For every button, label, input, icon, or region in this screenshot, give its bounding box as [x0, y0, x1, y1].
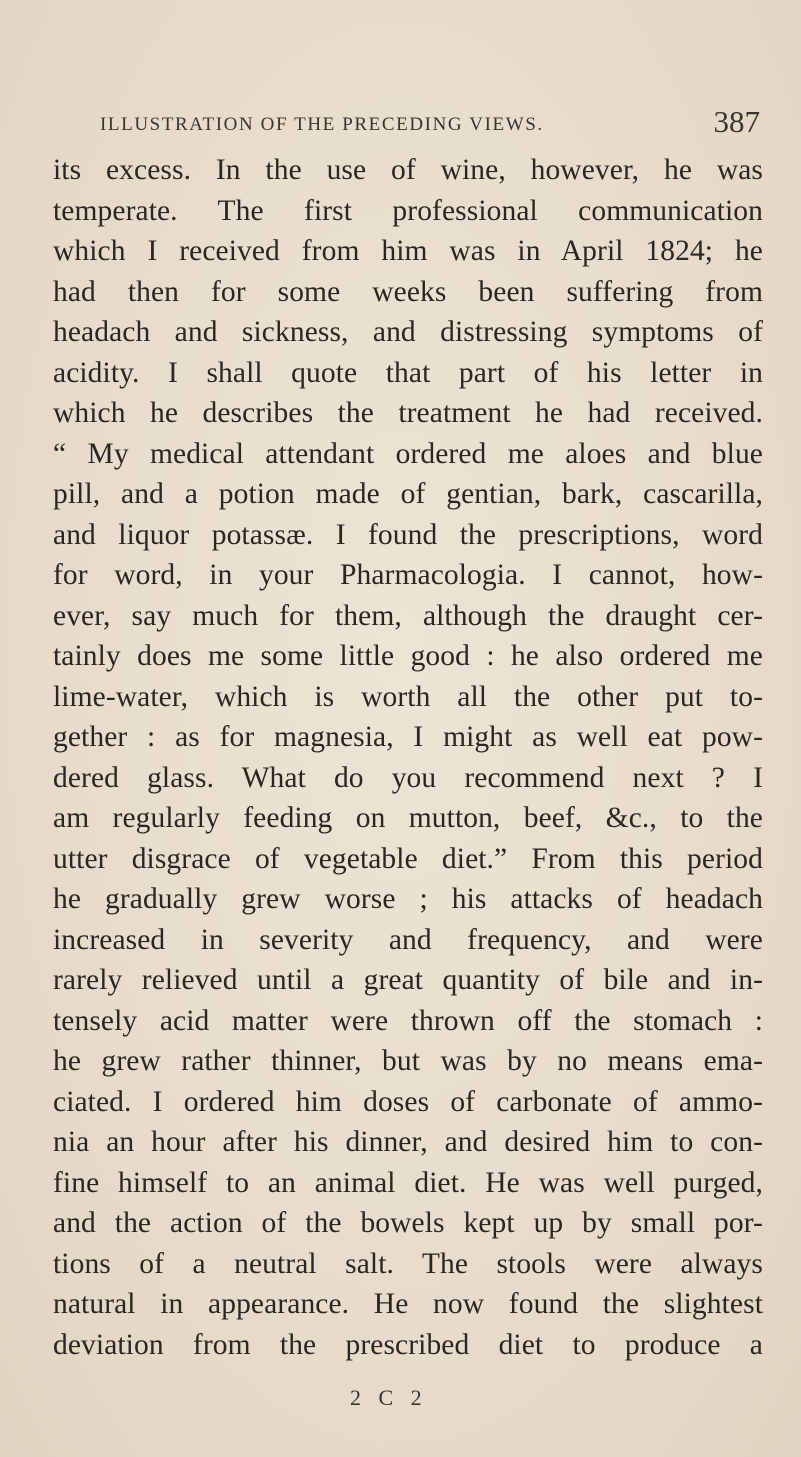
text-line: tions of a neutral salt. The stools were always — [53, 1247, 763, 1280]
text-line: deviation from the prescribed diet to produce a — [53, 1328, 763, 1361]
text-line: he gradually grew worse ; his attacks of headach — [53, 883, 763, 915]
text-line: he grew rather thinner, but was by no means ema- — [53, 1045, 763, 1077]
page-number: 387 — [713, 104, 760, 139]
text-line: temperate. The first professional communication — [53, 194, 763, 227]
running-head — [100, 102, 760, 142]
text-line: lime-water, which is worth all the other put to- — [53, 680, 763, 713]
text-line: pill, and a potion made of gentian, bark, cascarilla, — [53, 478, 763, 510]
text-line: fine himself to an animal diet. He was well purged, — [53, 1166, 763, 1199]
signature-mark: 2 C 2 — [350, 1385, 428, 1410]
text-line: increased in severity and frequency, and were — [53, 923, 763, 956]
text-line: utter disgrace of vegetable diet.” From this period — [53, 842, 763, 875]
text-line: am regularly feeding on mutton, beef, &c., to the — [53, 802, 763, 834]
text-line: tainly does me some little good : he also ordered me — [53, 640, 763, 672]
text-line: ever, say much for them, although the draught cer- — [53, 599, 763, 632]
text-line: which I received from him was in April 1824; he — [53, 235, 763, 267]
text-line: “ My medical attendant ordered me aloes and blue — [53, 437, 763, 470]
text-line: its excess. In the use of wine, however, he was — [53, 154, 763, 186]
body-text — [53, 150, 763, 1365]
text-line: tensely acid matter were thrown off the stomach : — [53, 1004, 763, 1037]
text-line: acidity. I shall quote that part of his letter in — [53, 356, 763, 389]
text-line: headach and sickness, and distressing symptoms of — [53, 316, 763, 348]
text-line: and the action of the bowels kept up by small por- — [53, 1207, 763, 1239]
text-line: nia an hour after his dinner, and desired him to con- — [53, 1126, 763, 1158]
text-line: ciated. I ordered him doses of carbonate of ammo- — [53, 1085, 763, 1118]
text-line: had then for some weeks been suffering from — [53, 275, 763, 308]
text-line: rarely relieved until a great quantity of bile and in- — [53, 964, 763, 996]
text-line: for word, in your Pharmacologia. I cannot, how- — [53, 559, 763, 591]
text-line: dered glass. What do you recommend next ? I — [53, 761, 763, 794]
text-line: gether : as for magnesia, I might as well eat pow- — [53, 721, 763, 753]
running-title: ILLUSTRATION OF THE PRECEDING VIEWS. — [100, 114, 544, 135]
text-line: which he describes the treatment he had received. — [53, 397, 763, 429]
text-line: natural in appearance. He now found the slightest — [53, 1288, 763, 1320]
text-line: and liquor potassæ. I found the prescriptions, word — [53, 518, 763, 551]
